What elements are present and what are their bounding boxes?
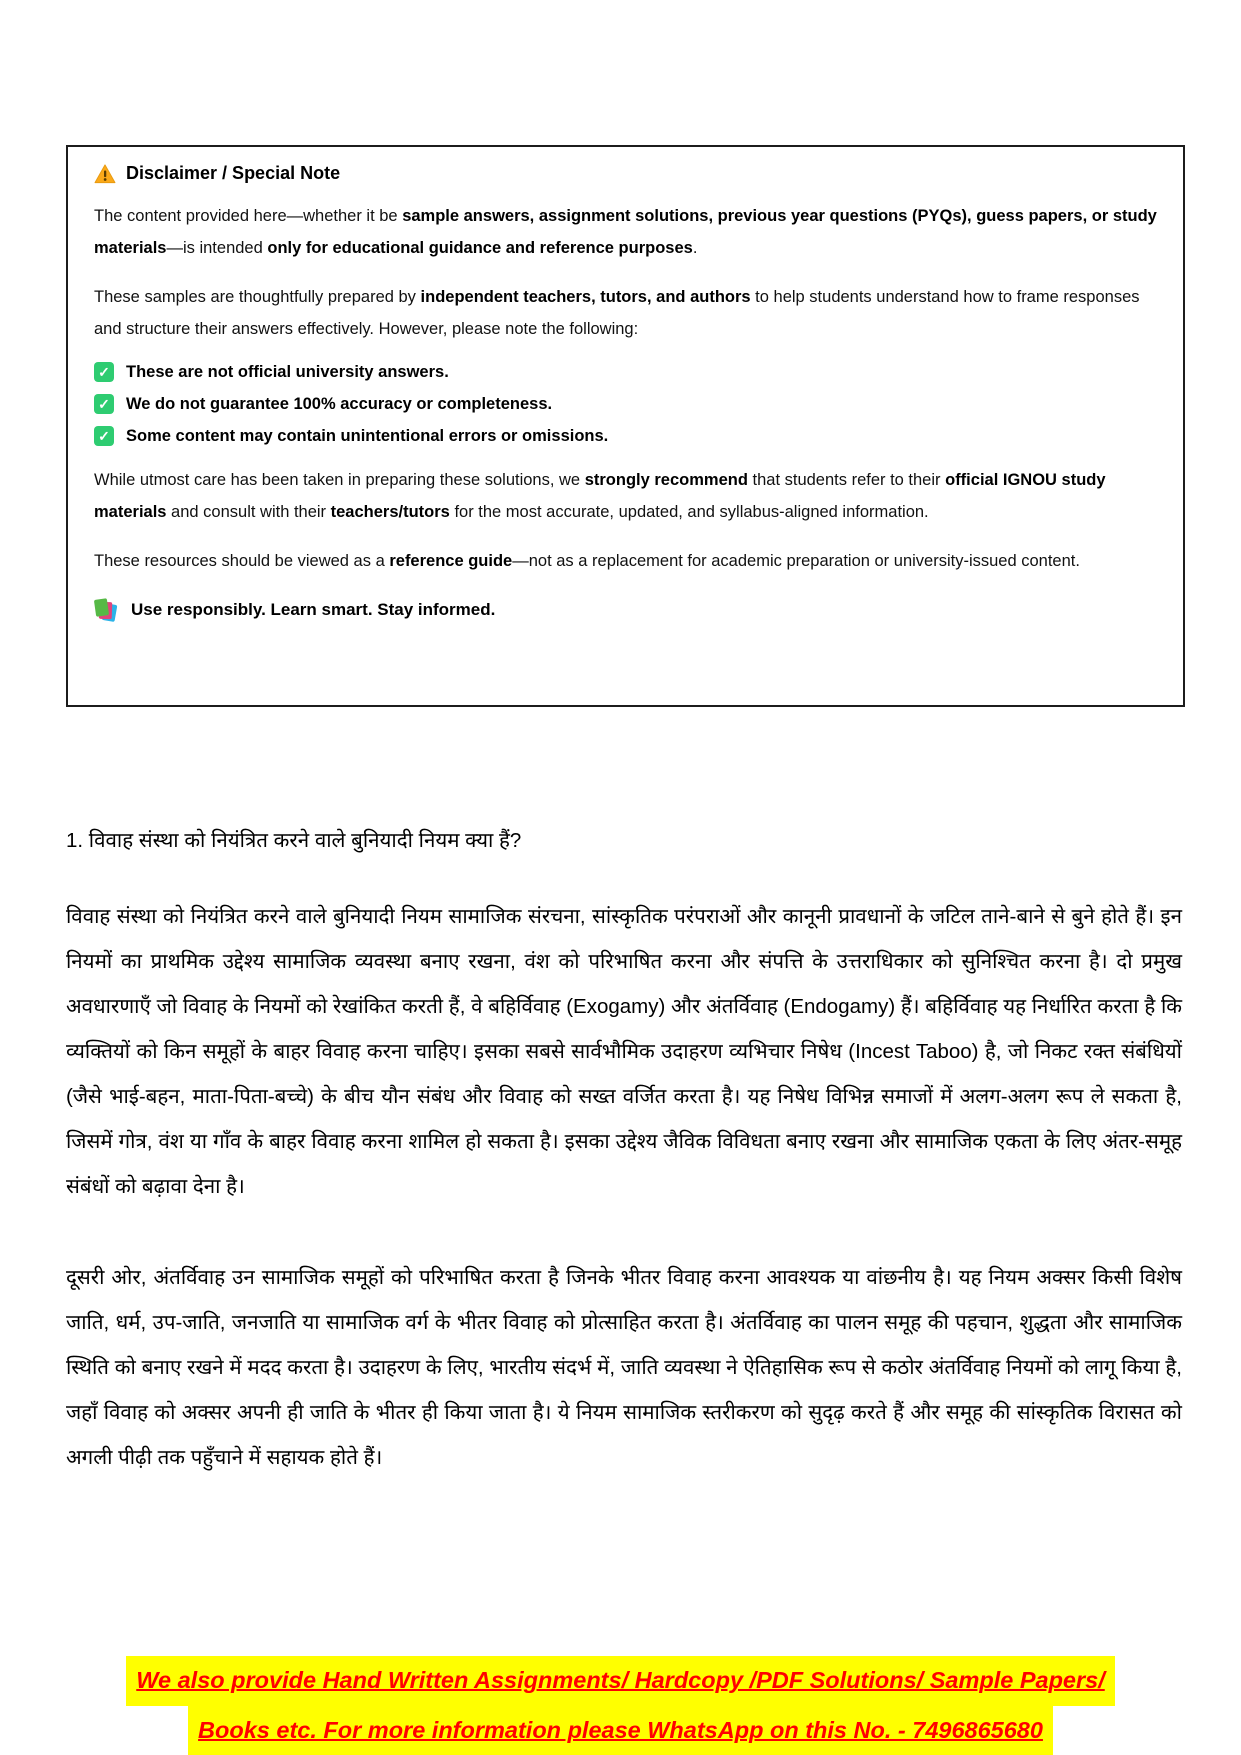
checklist-item (94, 426, 1157, 446)
green-check-icon: ✓ (94, 394, 114, 414)
disclaimer-title-row (94, 163, 1157, 184)
disclaimer-paragraph-1: The content provided here—whether it be sample answers, assignment solutions, previous year questions (PYQs), guess papers, or study materials—is intended only for educational guidance and reference purposes. (94, 207, 1157, 257)
answer-paragraph-1: विवाह संस्था को नियंत्रित करने वाले बुनियादी नियम सामाजिक संरचना, सांस्कृतिक परंपराओं और कानूनी प्रावधानों के जटिल ताने-बाने से बुने होते हैं। इन नियमों का प्राथमिक उद्देश्य सामाजिक व्यवस्था बनाए रखना, वंश को परिभाषित करना और संपत्ति के उत्तराधिकार को सुनिश्चित करना है। दो प्रमुख अवधारणाएँ जो विवाह के नियमों को रेखांकित करती हैं, वे बहिर्विवाह (Exogamy) और अंतर्विवाह (Endogamy) हैं। बहिर्विवाह यह निर्धारित करता है कि व्यक्तियों को किन समूहों के बाहर विवाह करना चाहिए। इसका सबसे सार्वभौमिक उदाहरण व्यभिचार निषेध (Incest Taboo) है, जो निकट रक्त संबंधियों (जैसे भाई-बहन, माता-पिता-बच्चे) के बीच यौन संबंध और विवाह को सख्त वर्जित करता है। यह निषेध विभिन्न समाजों में अलग-अलग रूप ले सकता है, जिसमें गोत्र, वंश या गाँव के बाहर विवाह करना शामिल हो सकता है। इसका उद्देश्य जैविक विविधता बनाए रखना और सामाजिक एकता के लिए अंतर-समूह संबंधों को बढ़ावा देना है। (66, 905, 1182, 1198)
promo-footer (0, 1656, 1241, 1755)
checklist-item-label: Some content may contain unintentional errors or omissions. (126, 426, 609, 445)
checklist-item-label: We do not guarantee 100% accuracy or completeness. (126, 394, 553, 413)
disclaimer-box (66, 145, 1185, 707)
disclaimer-title: Disclaimer / Special Note (126, 163, 341, 183)
books-icon (94, 598, 120, 622)
question-1: 1. विवाह संस्था को नियंत्रित करने वाले बुनियादी नियम क्या हैं? (66, 829, 522, 852)
promo-line-1: We also provide Hand Written Assignments/ Hardcopy /PDF Solutions/ Sample Papers/ (126, 1656, 1115, 1706)
checklist-item-label: These are not official university answers. (126, 362, 449, 381)
promo-line-2: Books etc. For more information please WhatsApp on this No. - 7496865680 (188, 1706, 1053, 1755)
checklist-item (94, 362, 1157, 382)
answer-paragraph-2: दूसरी ओर, अंतर्विवाह उन सामाजिक समूहों को परिभाषित करता है जिनके भीतर विवाह करना आवश्यक या वांछनीय है। यह नियम अक्सर किसी विशेष जाति, धर्म, उप-जाति, जनजाति या सामाजिक वर्ग के भीतर विवाह को प्रोत्साहित करता है। अंतर्विवाह का पालन समूह की पहचान, शुद्धता और सामाजिक स्थिति को बनाए रखने में मदद करता है। उदाहरण के लिए, भारतीय संदर्भ में, जाति व्यवस्था ने ऐतिहासिक रूप से कठोर अंतर्विवाह नियमों को लागू किया है, जहाँ विवाह को अक्सर अपनी ही जाति के भीतर ही किया जाता है। ये नियम सामाजिक स्तरीकरण को सुदृढ़ करते हैं और समूह की सांस्कृतिक विरासत को अगली पीढ़ी तक पहुँचाने में सहायक होते हैं। (66, 1266, 1182, 1469)
warning-icon (94, 164, 116, 184)
green-check-icon: ✓ (94, 426, 114, 446)
disclaimer-paragraph-2: These samples are thoughtfully prepared by independent teachers, tutors, and authors to help students understand how to frame responses and structure their answers effectively. However, please note the following: (94, 288, 1140, 338)
disclaimer-paragraph-3: While utmost care has been taken in preparing these solutions, we strongly recommend that students refer to their official IGNOU study materials and consult with their teachers/tutors for the most accurate, updated, and syllabus-aligned information. (94, 471, 1106, 521)
green-check-icon: ✓ (94, 362, 114, 382)
checklist-item (94, 394, 1157, 414)
use-responsibly-row (94, 598, 1157, 622)
disclaimer-paragraph-4: These resources should be viewed as a reference guide—not as a replacement for academic preparation or university-issued content. (94, 552, 1080, 570)
use-responsibly-text: Use responsibly. Learn smart. Stay informed. (131, 600, 496, 619)
disclaimer-checklist (94, 362, 1157, 446)
qa-section (66, 826, 1182, 1526)
